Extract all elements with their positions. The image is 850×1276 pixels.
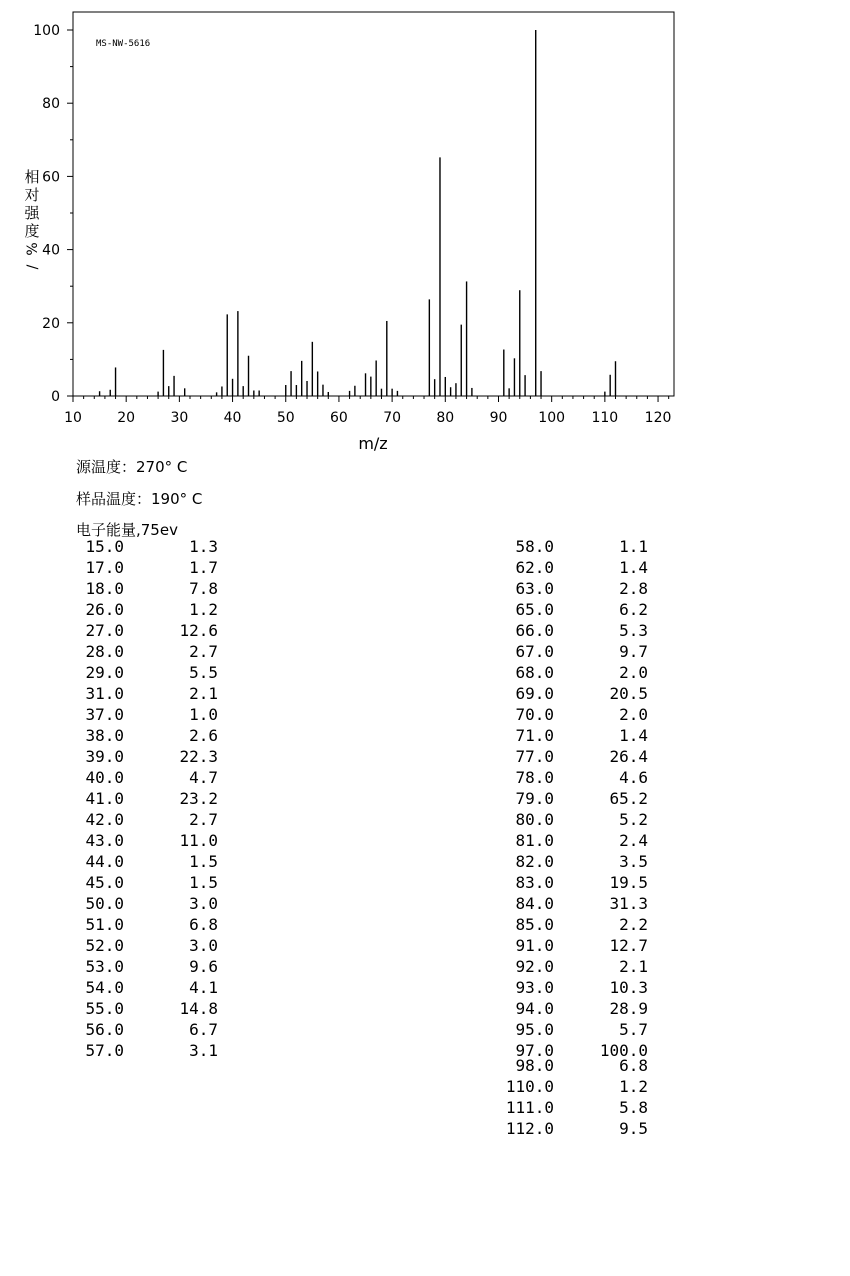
table-row [64,537,264,558]
intensity-value: 2.0 [619,705,648,724]
intensity-value: 1.0 [189,705,218,724]
intensity-value: 6.7 [189,1020,218,1039]
svg-text:对: 对 [24,186,40,204]
table-row [64,789,264,810]
table-row [494,978,694,999]
table-row [494,957,694,978]
mz-value: 91.0 [515,936,554,955]
intensity-value: 1.2 [619,1077,648,1096]
table-row [64,1020,264,1041]
table-row [64,894,264,915]
table-row [494,579,694,600]
table-row [64,810,264,831]
mz-value: 111.0 [505,1098,554,1117]
y-tick-label: 20 [42,315,60,332]
table-row [494,537,694,558]
intensity-value: 10.3 [609,978,648,997]
table-row [494,1020,694,1041]
mz-value: 85.0 [515,915,554,934]
x-tick-label: 110 [591,410,619,426]
table-row [64,621,264,642]
table-row [494,705,694,726]
mz-value: 81.0 [515,831,554,850]
table-row [64,957,264,978]
intensity-value: 100.0 [599,1041,648,1060]
mz-value: 52.0 [85,936,124,955]
table-row [64,915,264,936]
intensity-value: 2.1 [619,957,648,976]
table-row [64,873,264,894]
table-row [64,852,264,873]
intensity-value: 14.8 [179,999,218,1018]
table-row [494,810,694,831]
x-axis-title: m/z [358,434,388,453]
y-tick-label: 100 [33,23,60,39]
y-tick-label: 0 [51,389,60,405]
source-temperature: 源温度：270° C [76,458,188,476]
intensity-value: 5.3 [619,621,648,640]
table-row [494,831,694,852]
mz-value: 54.0 [85,978,124,997]
intensity-value: 1.7 [189,558,218,577]
svg-text:相: 相 [24,168,40,186]
x-tick-label: 30 [170,410,189,426]
mz-value: 65.0 [515,600,554,619]
mz-value: 92.0 [515,957,554,976]
mz-value: 110.0 [505,1077,554,1096]
table-row [64,999,264,1020]
chart-id-label: MS-NW-5616 [96,39,151,49]
mz-value: 97.0 [515,1041,554,1060]
mz-value: 53.0 [85,957,124,976]
intensity-value: 3.5 [619,852,648,871]
mz-value: 63.0 [515,579,554,598]
intensity-value: 22.3 [179,747,218,766]
mz-value: 42.0 [85,810,124,829]
mz-value: 68.0 [515,663,554,682]
intensity-value: 23.2 [179,789,218,808]
table-row [64,684,264,705]
svg-text:强: 强 [24,204,40,222]
sample-temperature: 样品温度：190° C [76,490,203,508]
table-row [494,600,694,621]
intensity-value: 26.4 [609,747,648,766]
table-row [494,873,694,894]
intensity-value: 2.8 [619,579,648,598]
intensity-value: 1.2 [189,600,218,619]
intensity-value: 3.1 [189,1041,218,1060]
intensity-value: 3.0 [189,936,218,955]
mz-value: 28.0 [85,642,124,661]
mz-value: 43.0 [85,831,124,850]
x-tick-label: 90 [489,410,508,426]
table-row [64,936,264,957]
mz-value: 41.0 [85,789,124,808]
mz-value: 17.0 [85,558,124,577]
table-row [64,747,264,768]
table-row [494,1098,694,1119]
intensity-value: 7.8 [189,579,218,598]
table-row [494,1056,694,1077]
mz-value: 58.0 [515,537,554,556]
intensity-value: 2.6 [189,726,218,745]
intensity-value: 1.3 [189,537,218,556]
intensity-value: 2.4 [619,831,648,850]
intensity-value: 65.2 [609,789,648,808]
intensity-value: 28.9 [609,999,648,1018]
table-row [64,663,264,684]
table-row [494,747,694,768]
mz-value: 62.0 [515,558,554,577]
intensity-value: 5.2 [619,810,648,829]
mz-value: 78.0 [515,768,554,787]
mz-value: 26.0 [85,600,124,619]
mz-value: 31.0 [85,684,124,703]
intensity-value: 4.7 [189,768,218,787]
table-row [64,558,264,579]
intensity-value: 4.1 [189,978,218,997]
table-row [64,726,264,747]
intensity-value: 19.5 [609,873,648,892]
intensity-value: 1.5 [189,852,218,871]
intensity-value: 9.6 [189,957,218,976]
mz-value: 38.0 [85,726,124,745]
x-tick-label: 50 [276,410,295,426]
table-row [494,936,694,957]
intensity-value: 5.7 [619,1020,648,1039]
intensity-value: 6.2 [619,600,648,619]
mz-value: 18.0 [85,579,124,598]
mz-value: 51.0 [85,915,124,934]
table-row [64,579,264,600]
mz-value: 71.0 [515,726,554,745]
mz-value: 94.0 [515,999,554,1018]
table-row [64,978,264,999]
mz-value: 66.0 [515,621,554,640]
intensity-value: 6.8 [189,915,218,934]
mz-value: 93.0 [515,978,554,997]
mz-value: 70.0 [515,705,554,724]
y-tick-label: 40 [42,242,60,259]
y-tick-label: 60 [42,169,60,186]
intensity-value: 1.4 [619,726,648,745]
table-row [64,768,264,789]
intensity-value: 9.5 [619,1119,648,1138]
svg-text:/: / [25,264,41,270]
intensity-value: 1.4 [619,558,648,577]
intensity-value: 20.5 [609,684,648,703]
mz-value: 50.0 [85,894,124,913]
intensity-value: 1.5 [189,873,218,892]
mz-value: 40.0 [85,768,124,787]
intensity-value: 3.0 [189,894,218,913]
table-row [494,894,694,915]
mass-spectrum-chart [0,0,850,460]
mz-value: 95.0 [515,1020,554,1039]
intensity-value: 2.2 [619,915,648,934]
mz-value: 84.0 [515,894,554,913]
table-row [494,768,694,789]
intensity-value: 6.8 [619,1056,648,1075]
mz-value: 45.0 [85,873,124,892]
x-tick-label: 80 [436,410,455,426]
intensity-value: 31.3 [609,894,648,913]
table-row [494,1077,694,1098]
table-row [494,558,694,579]
mz-value: 44.0 [85,852,124,871]
mz-value: 79.0 [515,789,554,808]
table-row [64,600,264,621]
mz-value: 56.0 [85,1020,124,1039]
x-tick-label: 10 [64,410,82,426]
svg-text:%: % [25,242,41,256]
intensity-value: 2.7 [189,642,218,661]
y-tick-label: 80 [42,96,60,113]
x-tick-label: 20 [117,410,136,426]
intensity-value: 4.6 [619,768,648,787]
table-row [494,726,694,747]
mz-value: 82.0 [515,852,554,871]
table-row [494,852,694,873]
table-row [64,642,264,663]
y-axis-title [24,168,41,269]
intensity-value: 2.0 [619,663,648,682]
x-tick-label: 100 [538,410,566,426]
table-row [494,684,694,705]
mz-value: 57.0 [85,1041,124,1060]
mz-value: 77.0 [515,747,554,766]
table-row [64,1041,264,1062]
intensity-value: 2.1 [189,684,218,703]
svg-text:度: 度 [24,222,40,240]
mz-value: 80.0 [515,810,554,829]
table-row [494,915,694,936]
plot-frame [73,12,674,396]
table-row [494,621,694,642]
table-row [64,705,264,726]
intensity-value: 9.7 [619,642,648,661]
mz-value: 55.0 [85,999,124,1018]
x-tick-label: 60 [330,410,348,426]
table-row [494,999,694,1020]
table-row [494,789,694,810]
intensity-value: 11.0 [179,831,218,850]
intensity-value: 1.1 [619,537,648,556]
intensity-value: 12.7 [609,936,648,955]
table-row [494,1119,694,1140]
x-tick-label: 120 [644,410,672,426]
mz-value: 69.0 [515,684,554,703]
table-row [64,831,264,852]
table-row [494,642,694,663]
intensity-value: 2.7 [189,810,218,829]
mz-value: 83.0 [515,873,554,892]
table-row [494,663,694,684]
mz-value: 27.0 [85,621,124,640]
intensity-value: 5.5 [189,663,218,682]
mz-value: 37.0 [85,705,124,724]
mz-value: 29.0 [85,663,124,682]
x-tick-label: 70 [383,410,402,426]
mz-value: 67.0 [515,642,554,661]
intensity-value: 5.8 [619,1098,648,1117]
x-tick-label: 40 [223,410,242,426]
mz-value: 15.0 [85,537,124,556]
mz-value: 112.0 [505,1119,554,1138]
mz-value: 98.0 [515,1056,554,1075]
intensity-value: 12.6 [179,621,218,640]
mz-value: 39.0 [85,747,124,766]
electron-energy: 电子能量,75ev [76,521,178,539]
